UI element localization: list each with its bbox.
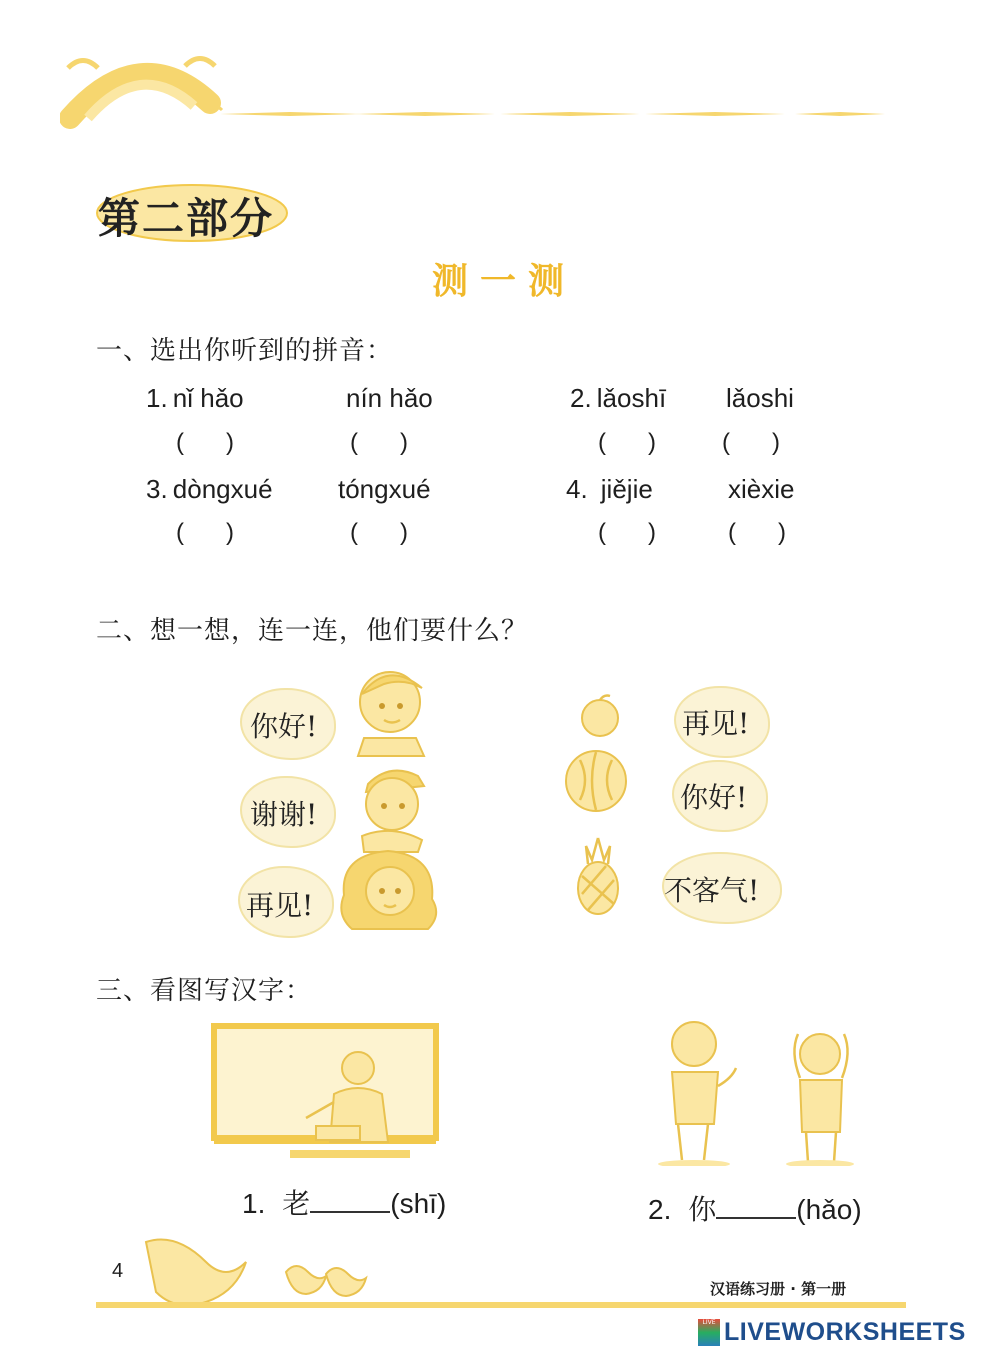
- right-phrase-3[interactable]: 不客气!: [664, 874, 760, 907]
- q1-item-2: [570, 383, 666, 414]
- rainbow-banner: [60, 48, 900, 138]
- answer-box[interactable]: ( ): [598, 429, 656, 456]
- q3-item-1: [242, 1182, 446, 1222]
- right-phrase-2[interactable]: 你好!: [680, 781, 748, 814]
- pinyin-option-a: nǐ hǎo: [172, 383, 244, 413]
- pinyin-hint: (hǎo): [796, 1194, 862, 1225]
- q2-title: 二、想一想，连一连，他们要什么？: [96, 616, 529, 646]
- pinyin-option-a: lǎoshī: [596, 383, 667, 413]
- q3-title: 三、看图写汉字：: [96, 976, 313, 1006]
- pinyin-option-b: lǎoshi: [726, 383, 794, 413]
- answer-box[interactable]: ( ): [728, 519, 786, 546]
- girl-face-icon: [332, 845, 448, 937]
- item-number: 3.: [146, 474, 168, 504]
- item-number: 1.: [146, 383, 168, 413]
- right-phrase-1[interactable]: 再见!: [682, 707, 750, 740]
- page-heading: 测一测: [432, 260, 577, 302]
- left-phrase-1[interactable]: 你好!: [250, 710, 318, 743]
- item-number: 4.: [566, 474, 588, 504]
- q1-item-4: [566, 474, 653, 505]
- watermelon-icon: [560, 748, 632, 814]
- brand-name: LIVEWORKSHEETS: [724, 1318, 966, 1346]
- answer-box[interactable]: ( ): [176, 519, 234, 546]
- pinyin-option-b: tóngxué: [338, 474, 431, 504]
- brand-badge: LIVE: [698, 1319, 720, 1346]
- pinyin-hint: (shī): [390, 1188, 447, 1219]
- item-number: 1.: [242, 1188, 266, 1219]
- section-title: 第二部分: [98, 194, 275, 243]
- answer-box[interactable]: ( ): [598, 519, 656, 546]
- character-prefix: 你: [688, 1193, 717, 1226]
- pinyin-option-a: jiějie: [600, 474, 653, 504]
- answer-box[interactable]: ( ): [350, 519, 408, 546]
- answer-box[interactable]: ( ): [722, 429, 780, 456]
- pinyin-option-b: nín hǎo: [346, 383, 433, 413]
- pinyin-option-a: dòngxué: [172, 474, 273, 504]
- boy-face-icon: [344, 658, 438, 758]
- boy-cap-face-icon: [344, 758, 438, 853]
- pineapple-icon: [572, 836, 624, 916]
- two-boys-picture: [638, 1016, 878, 1166]
- left-phrase-3[interactable]: 再见!: [246, 889, 314, 922]
- page-number: 4: [112, 1260, 124, 1282]
- answer-blank[interactable]: [716, 1191, 796, 1219]
- q1-title: 一、选出你听到的拼音：: [96, 336, 394, 366]
- book-title: 汉语练习册 · 第一册: [710, 1280, 847, 1298]
- teacher-blackboard-picture: [210, 1022, 440, 1166]
- q1-item-3: [146, 474, 273, 505]
- liveworksheets-logo[interactable]: [698, 1318, 966, 1347]
- answer-box[interactable]: ( ): [350, 429, 408, 456]
- left-phrase-2[interactable]: 谢谢!: [250, 798, 318, 831]
- item-number: 2.: [648, 1194, 672, 1225]
- pinyin-option-b: xièxie: [728, 474, 795, 504]
- answer-box[interactable]: ( ): [176, 429, 234, 456]
- apple-icon: [576, 692, 624, 738]
- character-prefix: 老: [282, 1187, 311, 1220]
- answer-blank[interactable]: [310, 1185, 390, 1213]
- item-number: 2.: [570, 383, 592, 413]
- q1-item-1: [146, 383, 244, 414]
